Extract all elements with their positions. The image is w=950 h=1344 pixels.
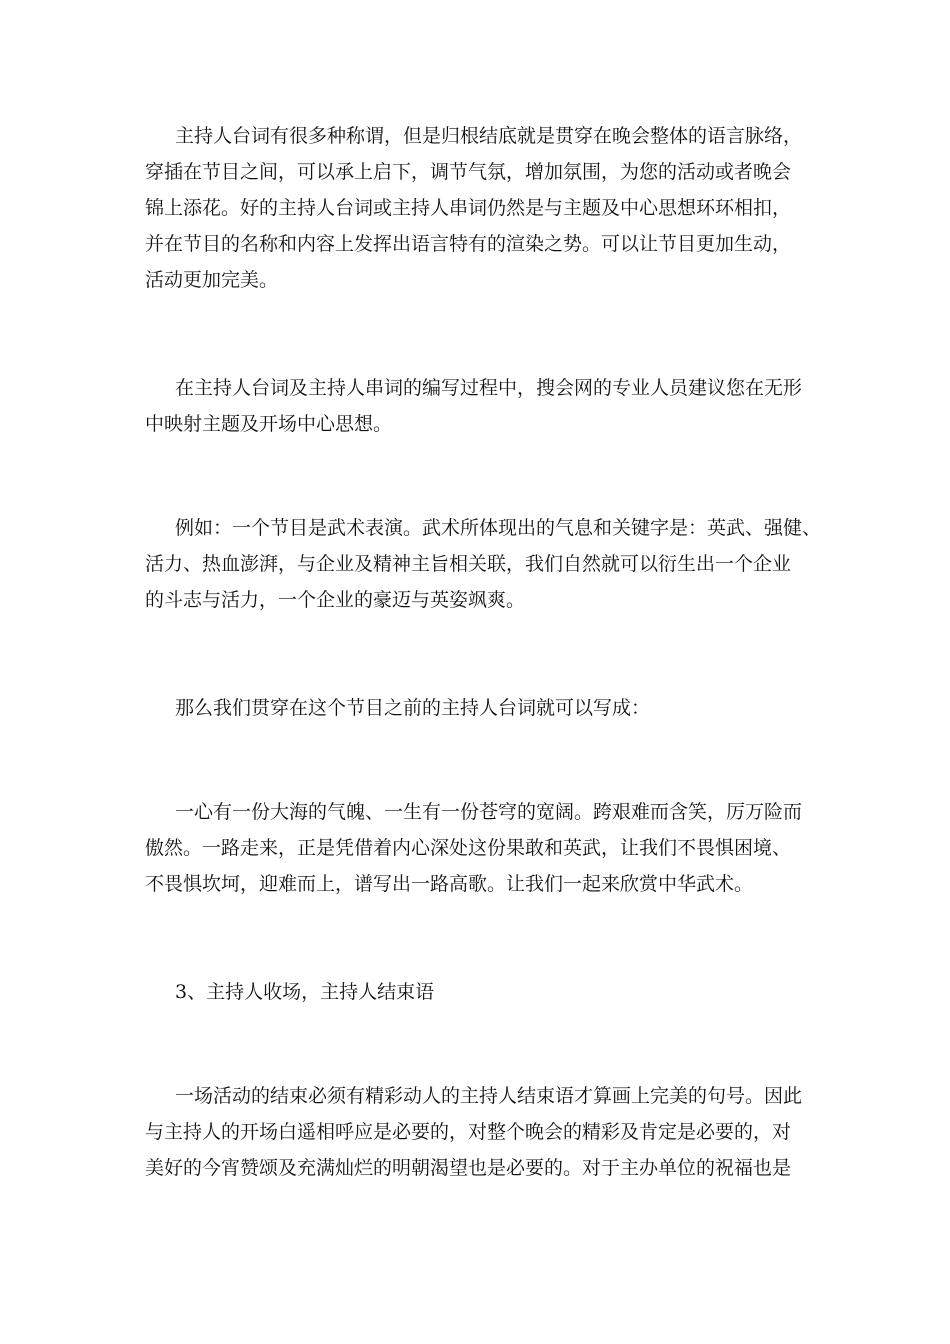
paragraph-line: 美好的今宵赞颂及充满灿烂的明朝渴望也是必要的。对于主办单位的祝福也是 bbox=[145, 1157, 792, 1179]
paragraph-line: 锦上添花。好的主持人台词或主持人串词仍然是与主题及中心思想环环相扣， bbox=[145, 197, 792, 219]
paragraph-line: 活力、热血澎湃，与企业及精神主旨相关联，我们自然就可以衍生出一个企业 bbox=[145, 553, 792, 575]
heading-line: 3、主持人收场，主持人结束语 bbox=[175, 981, 435, 1003]
paragraph-line: 在主持人台词及主持人串词的编写过程中，搜会网的专业人员建议您在无形 bbox=[175, 377, 803, 399]
paragraph-line: 一场活动的结束必须有精彩动人的主持人结束语才算画上完美的句号。因此 bbox=[175, 1085, 803, 1107]
paragraph-line: 穿插在节目之间，可以承上启下，调节气氛，增加氛围，为您的活动或者晚会 bbox=[145, 161, 792, 183]
paragraph-line: 傲然。一路走来，正是凭借着内心深处这份果敢和英武，让我们不畏惧困境、 bbox=[145, 837, 792, 859]
paragraph-line: 的斗志与活力，一个企业的豪迈与英姿飒爽。 bbox=[145, 589, 526, 611]
paragraph-line: 那么我们贯穿在这个节目之前的主持人台词就可以写成： bbox=[175, 697, 651, 719]
paragraph-line: 主持人台词有很多种称谓，但是归根结底就是贯穿在晚会整体的语言脉络， bbox=[175, 125, 803, 147]
paragraph-line: 不畏惧坎坷，迎难而上，谱写出一路高歌。让我们一起来欣赏中华武术。 bbox=[145, 873, 754, 895]
paragraph-line: 例如：一个节目是武术表演。武术所体现出的气息和关键字是：英武、强健、 bbox=[175, 517, 822, 539]
paragraph-line: 并在节目的名称和内容上发挥出语言特有的渲染之势。可以让节目更加生动， bbox=[145, 233, 792, 255]
paragraph-line: 与主持人的开场白遥相呼应是必要的，对整个晚会的精彩及肯定是必要的，对 bbox=[145, 1121, 792, 1143]
paragraph-line: 中映射主题及开场中心思想。 bbox=[145, 413, 393, 435]
paragraph-line: 一心有一份大海的气魄、一生有一份苍穹的宽阔。跨艰难而含笑，厉万险而 bbox=[175, 801, 803, 823]
paragraph-line: 活动更加完美。 bbox=[145, 269, 279, 291]
